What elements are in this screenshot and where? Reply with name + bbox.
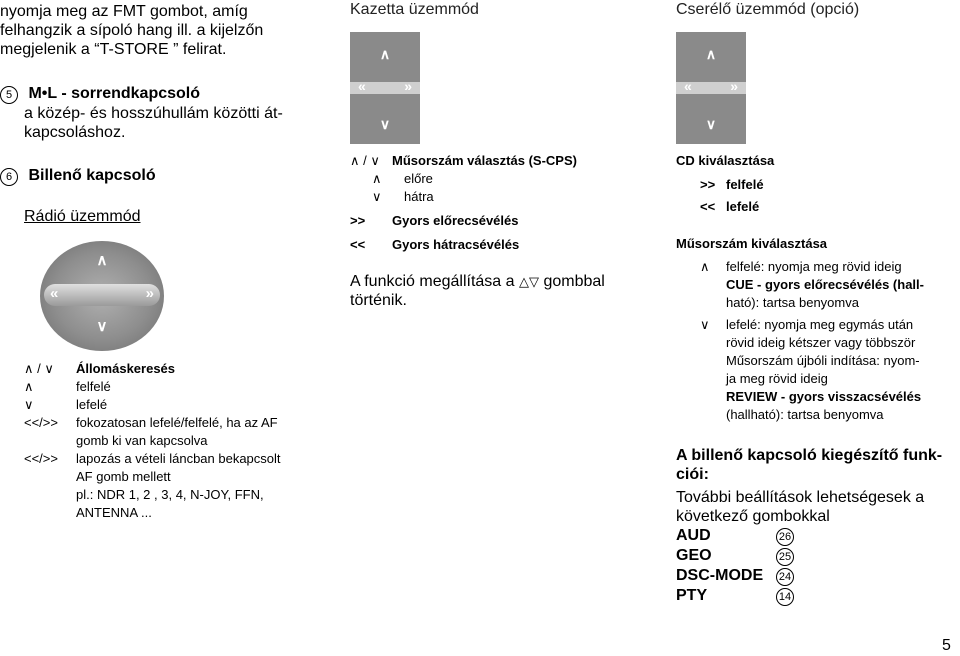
up-arrow-icon: ∧ (379, 46, 391, 62)
row-af-off-1: fokozatosan lefelé/felfelé, ha az AF (76, 415, 278, 430)
item-5 (0, 84, 200, 104)
item-5-number: 5 (0, 86, 18, 104)
down-icon: ∨ (24, 397, 34, 412)
down-arrow-icon: ∨ (705, 116, 717, 132)
item-6-number: 6 (0, 168, 18, 186)
item-6-title: Billenő kapcsoló (28, 167, 156, 184)
item-5-desc (24, 104, 283, 142)
row-example-2: ANTENNA ... (76, 505, 152, 520)
up-icon: ∧ (24, 379, 34, 394)
page-number: 5 (942, 637, 951, 654)
rewind-icon: « (50, 285, 59, 302)
radio-mode-heading: Rádió üzemmód (24, 208, 141, 225)
row-down: lefelé (76, 397, 108, 412)
row-forward: előre (404, 171, 433, 186)
intro-text (0, 2, 263, 59)
fast-rewind-label: Gyors hátracsévélés (392, 237, 520, 252)
item-5-title: M•L - sorrendkapcsoló (28, 85, 201, 102)
radio-descriptions (76, 360, 281, 522)
rocker-band (44, 284, 160, 306)
down-arrow-icon: ∨ (379, 116, 391, 132)
extra-functions-heading: A billenő kapcsoló kiegészítő funk- ciói: (676, 447, 943, 483)
forward-icon: » (404, 78, 412, 94)
track-select-heading: Műsorszám kiválasztása (676, 236, 828, 251)
changer-rocker-image (676, 32, 746, 144)
forward-icon: » (730, 78, 738, 94)
cassette-mode-heading: Kazetta üzemmód (350, 1, 479, 18)
up-down-icon: ∧ (24, 361, 38, 376)
rew-icon: << (700, 199, 716, 214)
up-icon: ∧ (700, 259, 710, 274)
cd-select-heading: CD kiválasztása (676, 153, 775, 168)
button-pty: PTY 14 (676, 586, 794, 606)
row-example-1: pl.: NDR 1, 2 , 3, 4, N-JOY, FFN, (76, 487, 264, 502)
button-aud: AUD 26 (676, 526, 794, 546)
cassette-descriptions (392, 152, 577, 206)
up-arrow-icon: ∧ (96, 252, 108, 269)
down-icon: ∨ (700, 317, 710, 332)
item-5-line-1: a közép- és hosszúhullám közötti át- (24, 105, 283, 122)
rewind-icon: « (358, 78, 366, 94)
row-back: hátra (404, 189, 434, 204)
extra-functions-text: További beállítások lehetségesek a következő gombokkal (676, 489, 925, 525)
row-af-off-2: gomb ki van kapcsolva (76, 433, 208, 448)
rocker-switch-image (40, 241, 164, 351)
forward-icon: » (145, 285, 154, 302)
intro-line-1: nyomja meg az FMT gombot, amíg (0, 3, 248, 20)
intro-line-3: megjelenik a “T-STORE ” felirat. (0, 41, 227, 58)
track-up-desc: felfelé: nyomja meg rövid ideig CUE - gyors előrecsévélés (hall- ható): tartsa benyomva (726, 259, 924, 310)
seek-symbol-2: <</>> (24, 451, 58, 466)
cassette-rocker-image (350, 32, 420, 144)
track-down-desc: lefelé: nyomja meg egymás után rövid ideig kétszer vagy többször Műsorszám újbóli indítása: nyom- ja meg rövid ideig REVIEW - gyors visszacsévélés (hallható): tartsa benyomva (726, 317, 922, 422)
rew-icon: << (350, 237, 366, 252)
up-icon: ∧ (372, 171, 382, 186)
triangle-up-down-icon: △▽ (519, 274, 539, 289)
up-down-icon: ∧ (350, 153, 364, 168)
button-geo: GEO 25 (676, 546, 794, 566)
button-list (676, 526, 794, 606)
intro-line-2: felhangzik a sípoló hang ill. a kijelzőn (0, 22, 264, 39)
item-6 (0, 166, 156, 186)
seek-symbol: <</>> (24, 415, 58, 430)
button-dsc-mode: DSC-MODE 24 (676, 566, 794, 586)
down-icon: ∨ (372, 189, 382, 204)
stop-instruction: A funkció megállítása a △▽ gombbal történik. (350, 273, 605, 309)
radio-symbols: ∧ / ∨ ∧ ∨ <</>> <</>> (24, 361, 58, 466)
track-select-heading: Műsorszám választás (S-CPS) (392, 153, 577, 168)
cassette-symbols: ∧ / ∨ (350, 153, 380, 168)
changer-mode-heading: Cserélő üzemmód (opció) (676, 1, 860, 18)
rewind-icon: « (684, 78, 692, 94)
fast-forward-label: Gyors előrecsévélés (392, 213, 519, 228)
station-search-heading: Állomáskeresés (76, 361, 176, 376)
down-arrow-icon: ∨ (96, 318, 108, 335)
item-5-line-2: kapcsoláshoz. (24, 124, 126, 141)
row-af-on-2: AF gomb mellett (76, 469, 171, 484)
ff-icon: >> (700, 177, 716, 192)
up-arrow-icon: ∧ (705, 46, 717, 62)
ff-icon: >> (350, 213, 366, 228)
cd-down-label: lefelé (726, 199, 760, 214)
row-af-on-1: lapozás a vételi láncban bekapcsolt (76, 451, 281, 466)
cd-up-label: felfelé (726, 177, 764, 192)
row-up: felfelé (76, 379, 111, 394)
cassette-small-icons (372, 170, 382, 206)
